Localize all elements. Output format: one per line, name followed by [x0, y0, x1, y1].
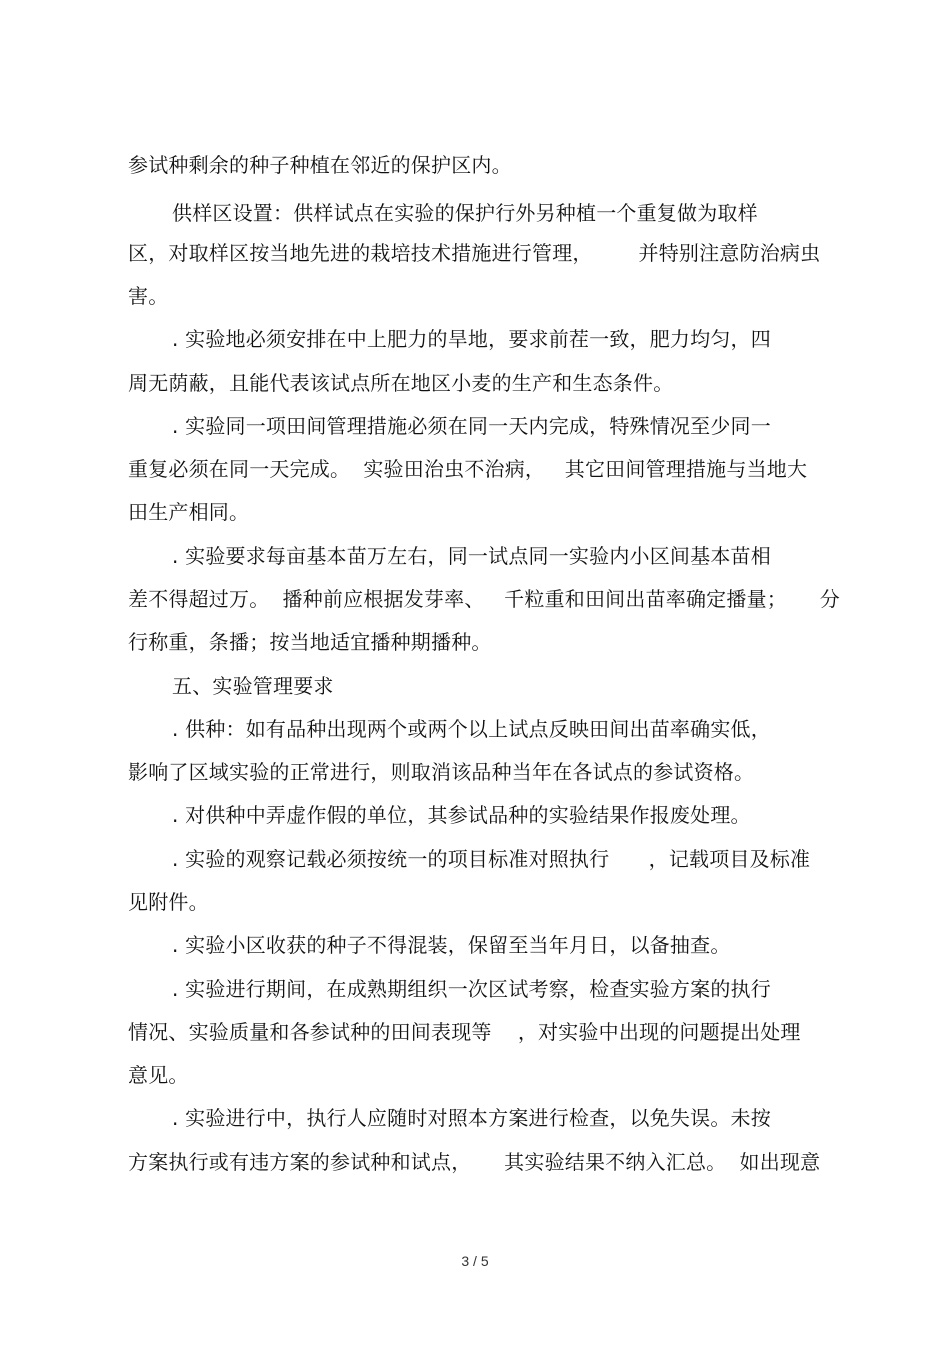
text-line: 参试种剩余的种子种植在邻近的保护区内。 [128, 153, 512, 177]
text-line: 供样区设置：供样试点在实验的保护行外另种植一个重复做为取样 [172, 201, 758, 225]
text-line: 情况、实验质量和各参试种的田间表现等 ，对实验中出现的问题提出处理 [128, 1020, 801, 1044]
text-line: 见附件。 [128, 890, 209, 914]
text-line: 区，对取样区按当地先进的栽培技术措施进行管理， 并特别注意防治病虫 [128, 241, 821, 265]
text-line: . 实验要求每亩基本苗万左右，同一试点同一实验内小区间基本苗相 [172, 544, 771, 568]
text-line: 重复必须在同一天完成。 实验田治虫不治病， 其它田间管理措施与当地大 [128, 457, 808, 481]
text-line: . 实验同一项田间管理措施必须在同一天内完成，特殊情况至少同一 [172, 414, 771, 438]
text-line: 行称重，条播；按当地适宜播种期播种。 [128, 630, 492, 654]
text-line: . 实验的观察记载必须按统一的项目标准对照执行 ，记载项目及标准 [172, 847, 811, 871]
text-line: . 实验小区收获的种子不得混装，保留至当年月日，以备抽查。 [172, 933, 731, 957]
text-line: 周无荫蔽，且能代表该试点所在地区小麦的生产和生态条件。 [128, 371, 674, 395]
text-line: 害。 [128, 284, 169, 308]
text-line: 影响了区域实验的正常进行，则取消该品种当年在各试点的参试资格。 [128, 760, 755, 784]
text-line: . 实验进行期间，在成熟期组织一次区试考察，检查实验方案的执行 [172, 977, 771, 1001]
text-line: . 供种：如有品种出现两个或两个以上试点反映田间出苗率确实低， [172, 717, 771, 741]
text-line: . 实验进行中，执行人应随时对照本方案进行检查，以免失误。未按 [172, 1106, 771, 1130]
section-heading: 五、实验管理要求 [172, 674, 334, 698]
text-line: . 实验地必须安排在中上肥力的旱地，要求前茬一致，肥力均匀，四 [172, 327, 771, 351]
text-line: . 对供种中弄虚作假的单位，其参试品种的实验结果作报废处理。 [172, 803, 751, 827]
text-line: 方案执行或有违方案的参试种和试点， 其实验结果不纳入汇总。 如出现意 [128, 1150, 821, 1174]
text-line: 意见。 [128, 1063, 189, 1087]
page-number: 3 / 5 [461, 1253, 489, 1269]
text-line: 田生产相同。 [128, 500, 250, 524]
text-line: 差不得超过万。 播种前应根据发芽率、 千粒重和田间出苗率确定播量； 分 [128, 587, 840, 611]
